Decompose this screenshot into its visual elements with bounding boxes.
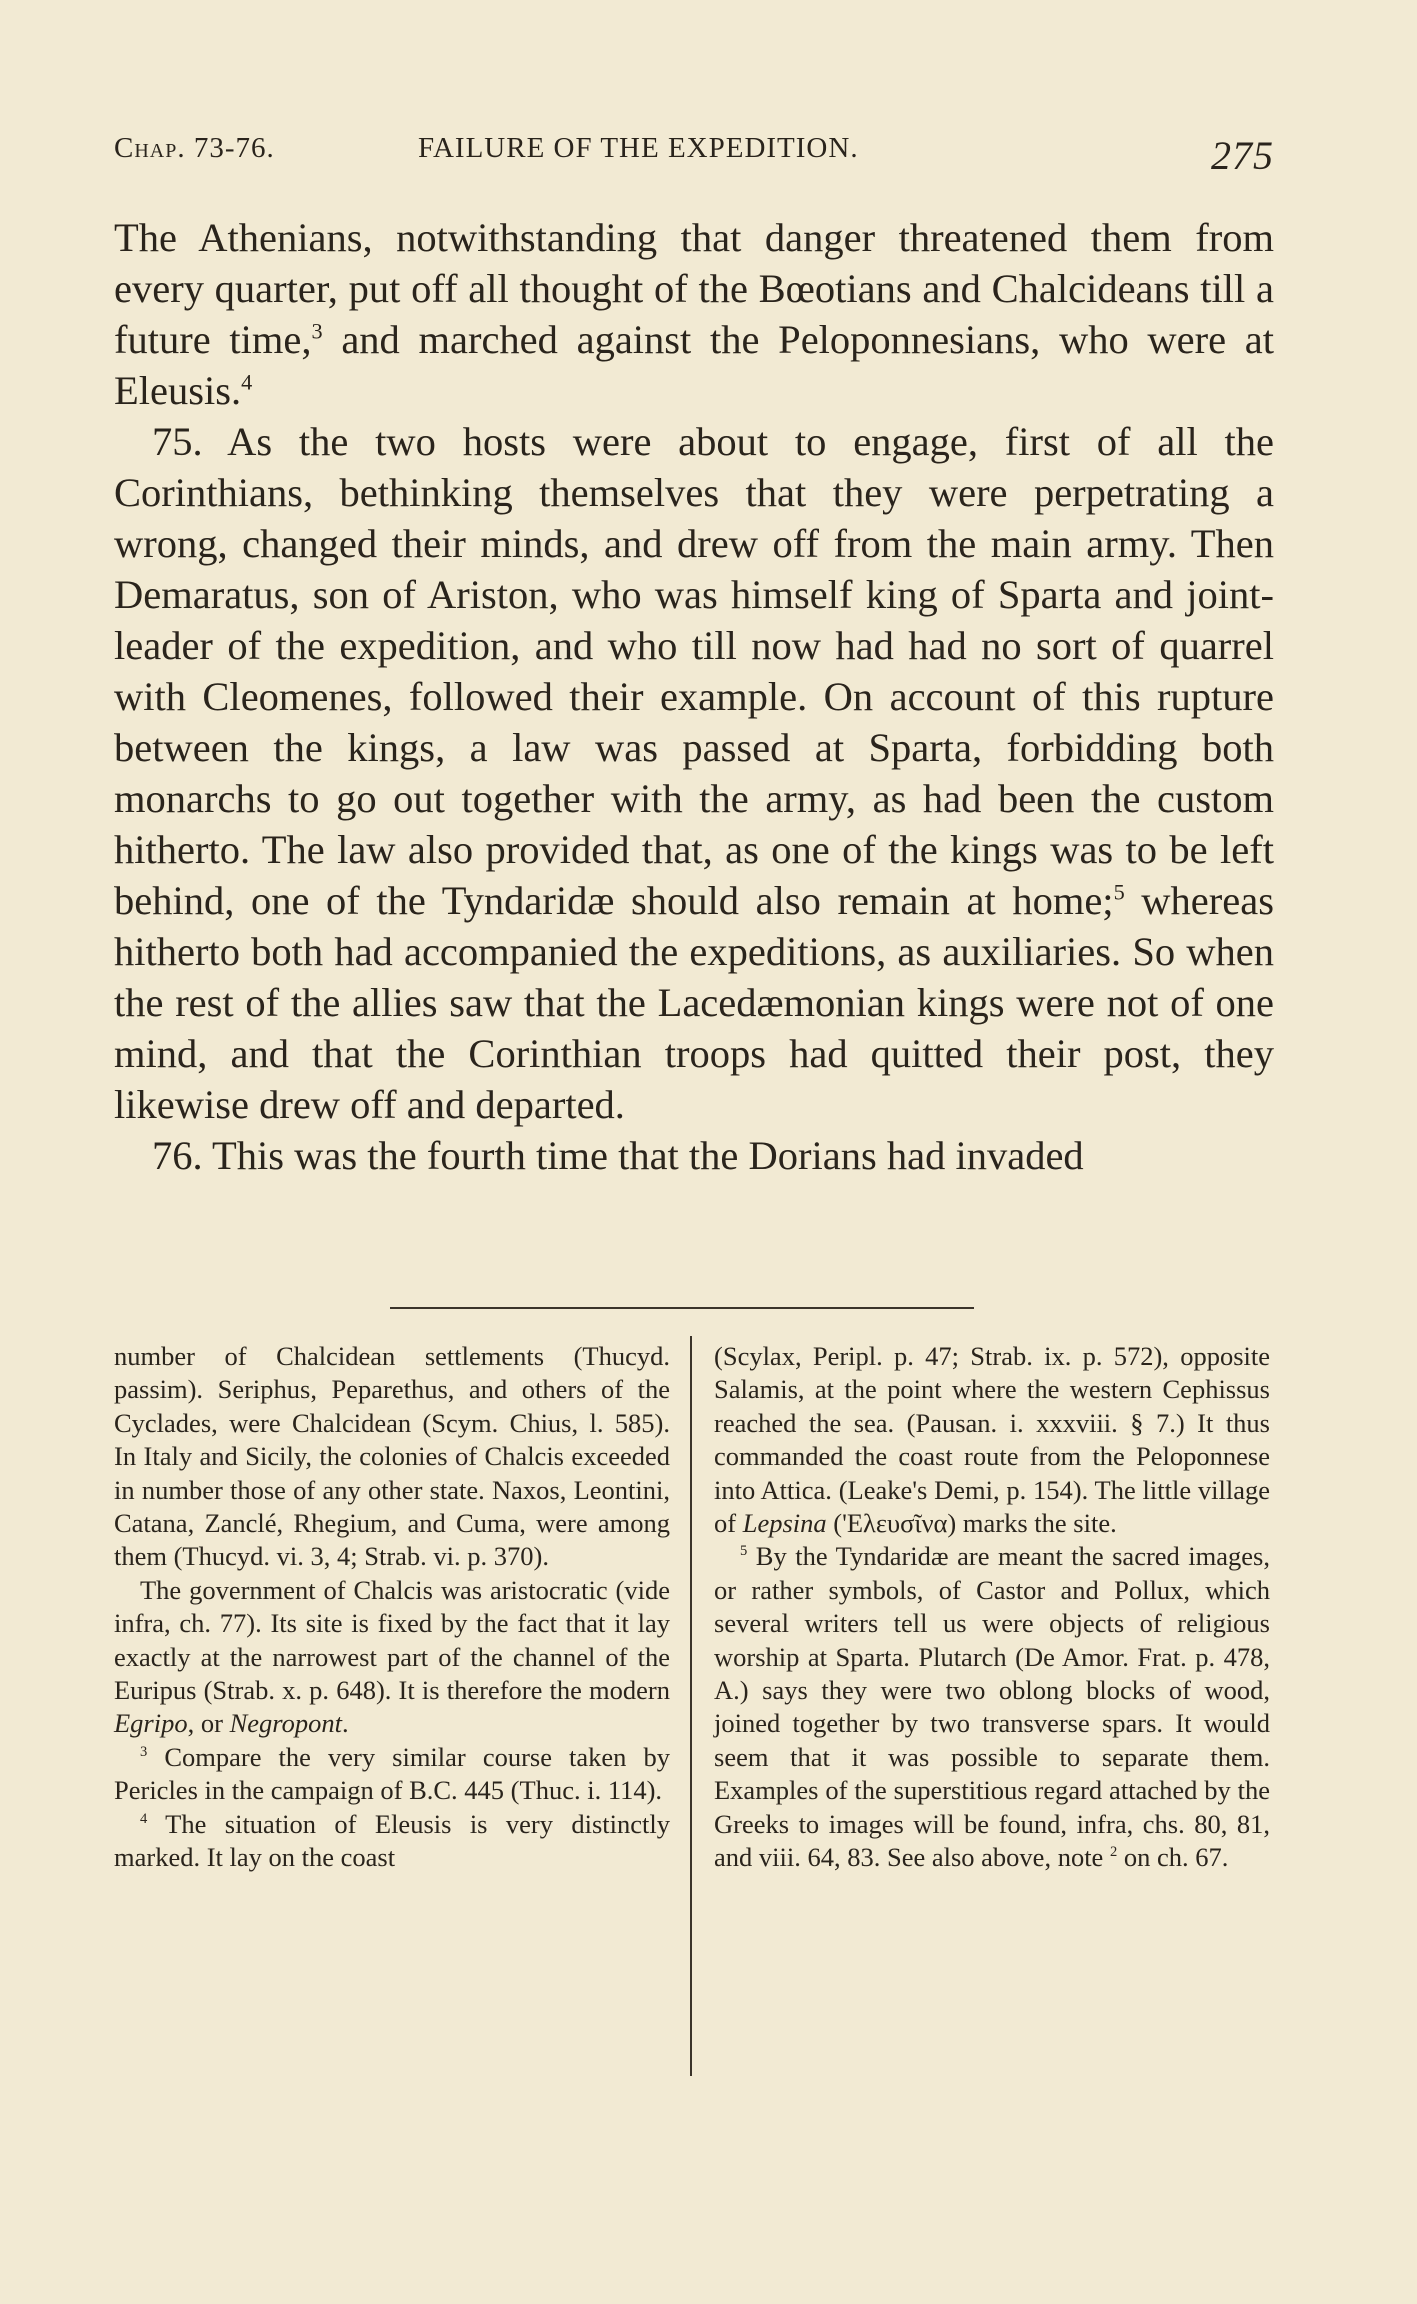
footnote-chalcis: The government of Chalcis was aristocratic (vide infra, ch. 77). Its site is fixed by the fact that it lay exactly at the narrowest part of the channel of the Euripus (Strab. x. p. 648). It is therefore the modern Egripo, or Negropont. — [114, 1574, 670, 1739]
footnote-4-continuation: (Scylax, Peripl. p. 47; Strab. ix. p. 572), opposite Salamis, at the point where the western Cephissus reached the sea. (Pausan. i. xxxviii. § 7.) It thus commanded the coast route from the Peloponnese into Attica. (Leake's Demi, p. 154). The little village of Lepsina ('Ελευσῖνα) marks the site. — [714, 1341, 1270, 1539]
running-head — [114, 132, 1274, 176]
page-number: 275 — [1211, 133, 1274, 178]
paragraph-76: 76. This was the fourth time that the Dorians had invaded — [152, 1133, 1084, 1178]
footnote-column-divider — [690, 1336, 692, 2076]
footnote-ref-3: 3 — [311, 318, 323, 344]
page-title: FAILURE OF THE EXPEDITION. — [418, 132, 859, 164]
paragraph-75: 75. As the two hosts were about to engage, first of all the Corinthians, bethinking themselves that they were perpetrating a wrong, changed their minds, and drew off from the main army. Then Demaratus, son of Ariston, who was himself king of Sparta and joint-leader of the expedition, and who till now had had no sort of quarrel with Cleomenes, followed their example. On account of this rupture between the kings, a law was passed at Sparta, forbidding both monarchs to go out together with the army, as had been the custom hitherto. The law also provided that, as one of the kings was to be left behind, one of the Tyndaridæ should also remain at home;$^5$ whereas hitherto both had accompanied the expeditions, as auxiliaries. So when the rest of the allies saw that the Lacedæmonian kings were not of one mind, and that the Corinthian troops had quitted their post, they likewise drew off and departed. — [114, 419, 1274, 1127]
footnote-4: $^4$ The situation of Eleusis is very distinctly marked. It lay on the coast — [114, 1808, 670, 1873]
footnote-5: $^5$ By the Tyndaridæ are meant the sacred images, or rather symbols, of Castor and Pollux, which several writers tell us were objects of religious worship at Sparta. Plutarch (De Amor. Frat. p. 478, A.) says they were two oblong blocks of wood, joined together by two transverse spars. It would seem that it was possible to separate them. Examples of the superstitious regard attached by the Greeks to images will be found, infra, chs. 80, 81, and viii. 64, 83. See also above, note $^2$ on ch. 67. — [714, 1541, 1270, 1873]
main-text — [114, 212, 1274, 1181]
paragraph-athenians: The Athenians, notwithstanding that danger threatened them from every quarter, put off all thought of the Bœotians and Chalcideans till a future time,$^3$ and marched against the Peloponnesians, who were at Eleusis.$^4$ — [114, 215, 1274, 413]
footnotes-left-column — [114, 1340, 670, 1875]
footnotes-right-column — [714, 1340, 1270, 1875]
footnote-ref-5: 5 — [1113, 879, 1125, 905]
footnote-continuation: number of Chalcidean settlements (Thucyd. passim). Seriphus, Peparethus, and others of the Cyclades, were Chalcidean (Scym. Chius, l. 585). In Italy and Sicily, the colonies of Chalcis exceeded in number those of any other state. Naxos, Leontini, Catana, Zanclé, Rhegium, and Cuma, were among them (Thucyd. vi. 3, 4; Strab. vi. p. 370). — [114, 1341, 670, 1572]
footnote-3: $^3$ Compare the very similar course taken by Pericles in the campaign of B.C. 445 (Thuc. i. 114). — [114, 1741, 670, 1806]
footnote-rule — [390, 1307, 974, 1309]
chapter-range: Chap. 73-76. — [114, 132, 275, 164]
footnote-ref-4: 4 — [241, 369, 253, 395]
